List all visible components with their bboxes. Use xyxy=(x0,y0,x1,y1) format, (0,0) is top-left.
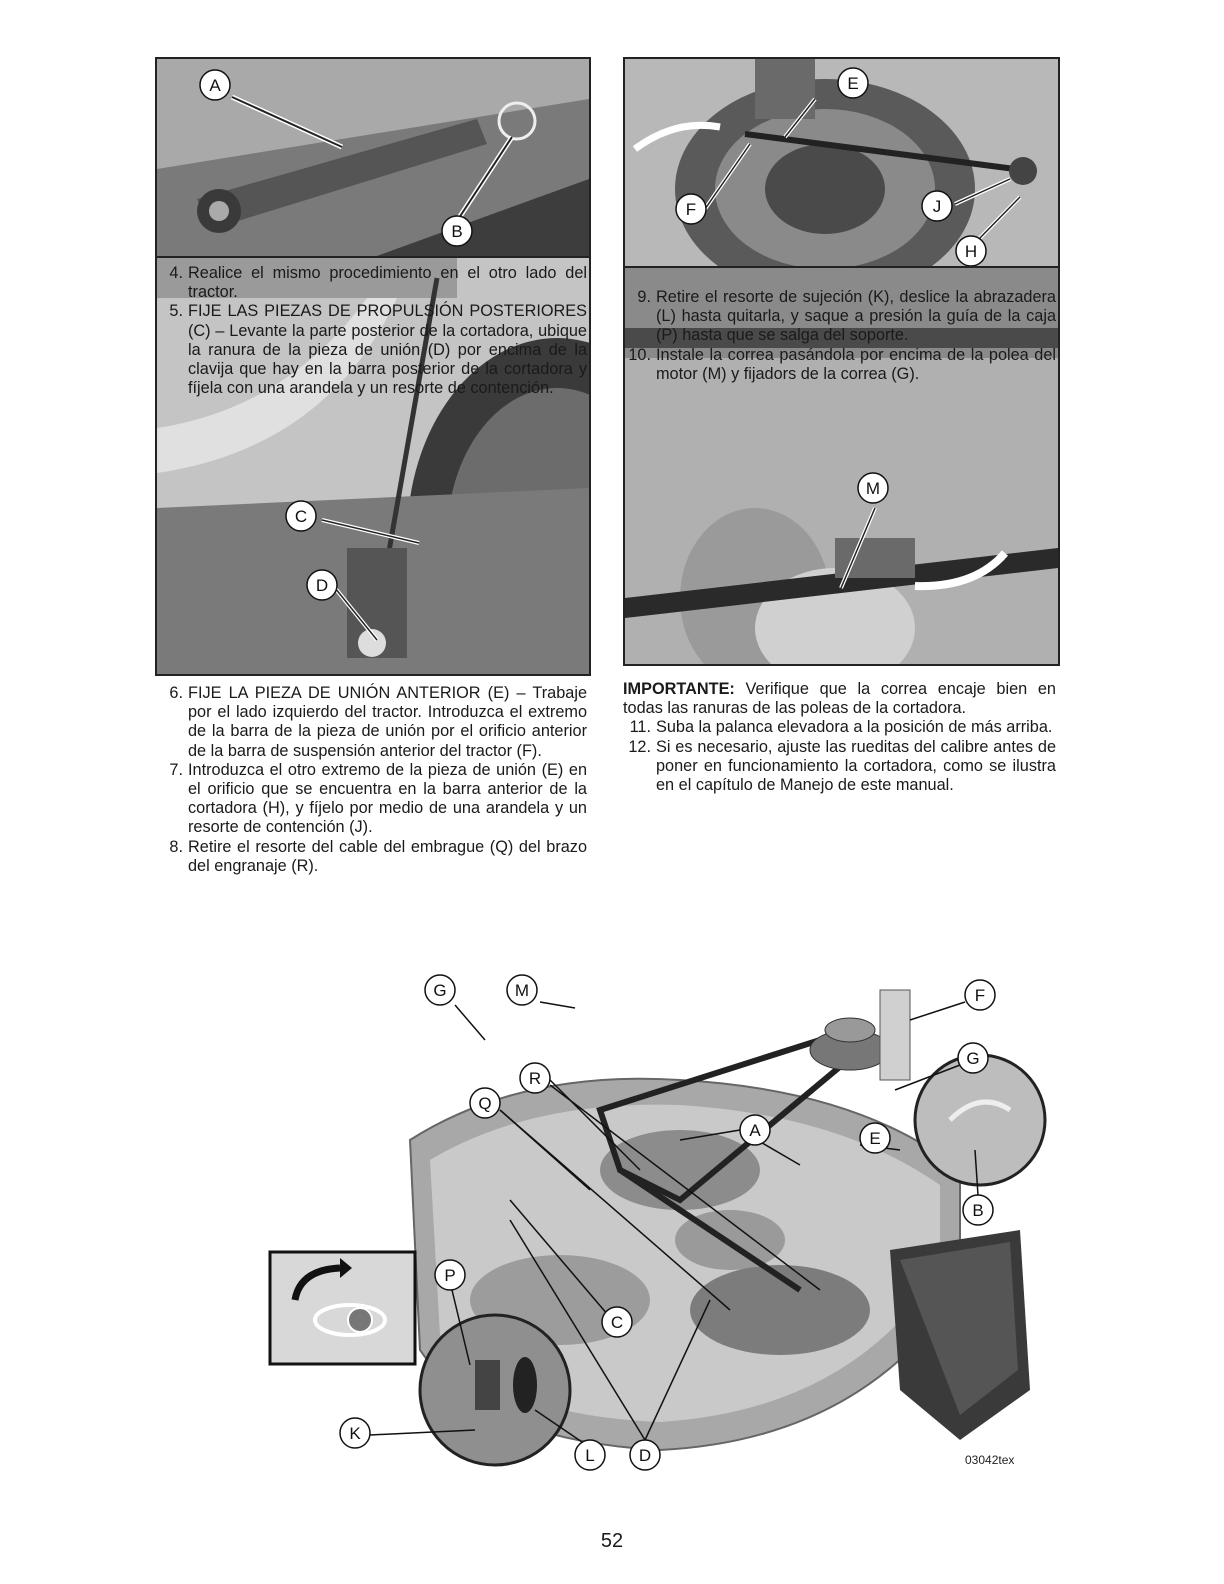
callout-l xyxy=(575,1440,605,1470)
callout-c xyxy=(602,1307,632,1337)
step-4: 4. Realice el mismo procedimiento en el otro lado del tractor. xyxy=(169,264,587,302)
right-column-steps-9-10 xyxy=(623,288,1056,384)
svg-text:A: A xyxy=(749,1121,761,1140)
svg-text:E: E xyxy=(869,1129,881,1148)
figure-mower-deck-illustration xyxy=(260,970,1060,1480)
callout-b xyxy=(963,1195,993,1225)
svg-text:F: F xyxy=(974,986,986,1005)
steps-list-left-b xyxy=(155,684,587,876)
callout-g-top xyxy=(425,975,455,1005)
page-number: 52 xyxy=(600,1530,624,1552)
figure-front-link xyxy=(623,57,1060,284)
callout-q xyxy=(470,1088,500,1118)
svg-text:R: R xyxy=(528,1069,542,1088)
callout-d xyxy=(307,570,337,600)
important-label: IMPORTANTE: xyxy=(623,680,735,698)
callout-a xyxy=(740,1115,770,1145)
figure-rear-link-illustration xyxy=(157,59,589,256)
svg-text:G: G xyxy=(433,981,447,1000)
figure-front-link-illustration xyxy=(625,59,1058,282)
callout-m xyxy=(858,473,888,503)
svg-text:L: L xyxy=(585,1446,595,1465)
step-10: 10. Instale la correa pasándola por encima de la polea del motor (M) y fijadors de la correa (G). xyxy=(628,345,1056,383)
svg-text:D: D xyxy=(315,576,329,595)
svg-text:E: E xyxy=(847,74,859,93)
important-text: Verifique que la correa encaje bien en todas las ranuras de las poleas de la cortadora. xyxy=(623,680,1056,718)
right-column-important xyxy=(623,680,1056,795)
svg-text:B: B xyxy=(972,1201,984,1220)
callout-k xyxy=(340,1418,370,1448)
steps-list-right-b xyxy=(623,718,1056,795)
callout-c xyxy=(286,501,316,531)
svg-text:J: J xyxy=(932,197,942,216)
svg-text:D: D xyxy=(638,1446,652,1465)
callout-g-right xyxy=(958,1043,988,1073)
steps-list-right-a xyxy=(623,288,1056,384)
callout-j xyxy=(922,191,952,221)
step-12: 12. Si es necesario, ajuste las rueditas del calibre antes de poner en funcionamiento la cortadora, como se ilustra en el capítulo de Manejo de este manual. xyxy=(628,737,1056,795)
figure-code: 03042tex xyxy=(965,1453,1015,1467)
step-6: 6. FIJE LA PIEZA DE UNIÓN ANTERIOR (E) – Trabaje por el lado izquierdo del tractor. Introduzca el extremo de la barra de la pieza de unión por el orificio anterior de la barra de suspensión anterior del tractor (F). xyxy=(169,684,587,760)
svg-text:P: P xyxy=(444,1266,456,1285)
svg-text:H: H xyxy=(964,242,978,261)
step-11: 11. Suba la palanca elevadora a la posición de más arriba. xyxy=(629,718,1053,737)
callout-h xyxy=(956,236,986,266)
figure-mower-deck xyxy=(260,970,1060,1480)
callout-a xyxy=(200,70,230,100)
left-column-steps-4-5 xyxy=(155,264,587,398)
svg-text:K: K xyxy=(349,1424,361,1443)
step-7: 7. Introduzca el otro extremo de la pieza de unión (E) en el orificio que se encuentra en la barra anterior de la cortadora (H), y fíjelo por medio de una arandela y un resorte de contención (J). xyxy=(169,760,587,837)
inset-clip-detail xyxy=(270,1252,415,1364)
important-note xyxy=(623,680,1056,718)
svg-text:M: M xyxy=(514,981,530,1000)
svg-text:G: G xyxy=(966,1049,980,1068)
svg-text:F: F xyxy=(685,200,697,219)
callout-b xyxy=(442,216,472,246)
step-9: 9. Retire el resorte de sujeción (K), deslice la abrazadera (L) hasta quitarla, y saque a presión la guía de la caja (P) hasta que se salga del soporte. xyxy=(637,288,1056,345)
callout-f xyxy=(965,980,995,1010)
svg-text:M: M xyxy=(865,479,881,498)
svg-text:C: C xyxy=(610,1313,624,1332)
step-5: 5. FIJE LAS PIEZAS DE PROPULSIÓN POSTERIORES (C) – Levante la parte posterior de la cortadora, ubique la ranura de la pieza de unión (D) por encima de la clavija que hay en la barra posterior de la cortadora y fíjela con una arandela y un resorte de contención. xyxy=(169,302,587,398)
callout-f xyxy=(676,194,706,224)
callout-r xyxy=(520,1063,550,1093)
svg-text:A: A xyxy=(209,76,221,95)
step-8: 8. Retire el resorte del cable del embrague (Q) del brazo del engranaje (R). xyxy=(169,837,587,875)
callout-m xyxy=(507,975,537,1005)
callout-d xyxy=(630,1440,660,1470)
callout-e xyxy=(838,68,868,98)
callout-p xyxy=(435,1260,465,1290)
figure-rear-link xyxy=(155,57,591,258)
svg-text:Q: Q xyxy=(478,1094,492,1113)
steps-list-left-a xyxy=(155,264,587,398)
callout-e xyxy=(860,1123,890,1153)
svg-text:C: C xyxy=(294,507,308,526)
left-column-steps-6-8 xyxy=(155,684,587,876)
svg-text:B: B xyxy=(451,222,463,241)
